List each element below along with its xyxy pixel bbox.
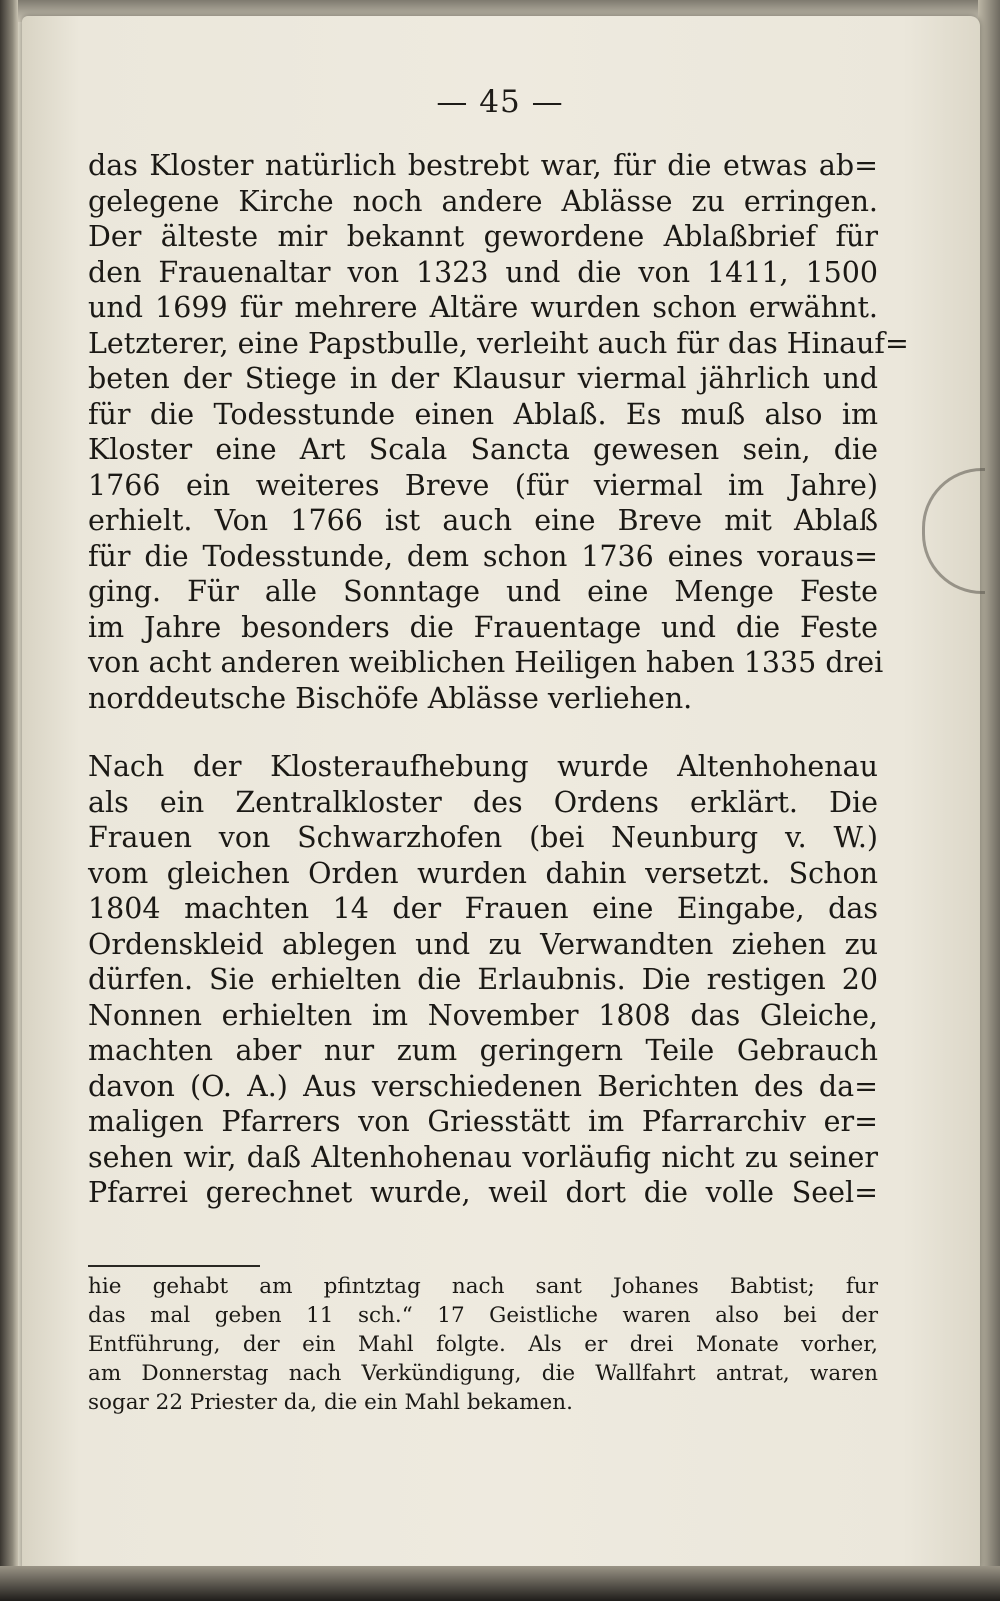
text-line: für die Todesstunde, dem schon 1736 eines voraus= bbox=[88, 539, 878, 573]
text-line: maligen Pfarrers von Griesstätt im Pfarrarchiv er= bbox=[88, 1105, 878, 1138]
text-line: Pfarrei gerechnet wurde, weil dort die volle Seel= bbox=[88, 1176, 878, 1209]
text-line: den Frauenaltar von 1323 und die von 1411, 1500 bbox=[88, 255, 878, 289]
text-line: machten aber nur zum geringern Teile Gebrauch bbox=[88, 1034, 878, 1067]
text-line: dürfen. Sie erhielten die Erlaubnis. Die restigen 20 bbox=[88, 963, 878, 996]
footnote-line: am Donnerstag nach Verkündigung, die Wallfahrt antrat, waren bbox=[88, 1361, 878, 1386]
text-line: ging. Für alle Sonntage und eine Menge Feste bbox=[88, 575, 878, 608]
text-line: als ein Zentralkloster des Ordens erklärt. Die bbox=[88, 785, 878, 819]
text-line: erhielt. Von 1766 ist auch eine Breve mit Ablaß bbox=[88, 504, 878, 537]
text-line: davon (O. A.) Aus verschiedenen Berichten des da= bbox=[88, 1069, 878, 1103]
text-line: das Kloster natürlich bestrebt war, für die etwas ab= bbox=[88, 149, 878, 182]
text-line: sehen wir, daß Altenhohenau vorläufig nicht zu seiner bbox=[88, 1140, 878, 1174]
page-number: — 45 — bbox=[436, 84, 564, 120]
paragraph-1 bbox=[88, 148, 909, 716]
text-line: beten der Stiege in der Klausur viermal jährlich und bbox=[88, 362, 878, 395]
text-line: norddeutsche Bischöfe Ablässe verliehen. bbox=[88, 681, 693, 715]
text-line: Frauen von Schwarzhofen (bei Neunburg v. W.) bbox=[88, 821, 878, 854]
text-line: vom gleichen Orden wurden dahin versetzt. Schon bbox=[88, 856, 878, 890]
footnote-divider bbox=[88, 1265, 260, 1267]
text-line: für die Todesstunde einen Ablaß. Es muß also im bbox=[88, 397, 878, 431]
footnote-line: das mal geben 11 sch.“ 17 Geistliche waren also bei der bbox=[88, 1303, 878, 1328]
paragraph-2 bbox=[88, 749, 878, 1211]
book-spine bbox=[0, 0, 18, 1601]
footnote-line: Entführung, der ein Mahl folgte. Als er drei Monate vorher, bbox=[88, 1332, 878, 1357]
scan-border-right bbox=[978, 0, 1000, 1601]
text-line: Letzterer, eine Papstbulle, verleiht auch für das Hinauf= bbox=[88, 326, 909, 360]
paragraph-gap bbox=[88, 716, 878, 749]
body-text bbox=[88, 148, 909, 1211]
footnote-line: hie gehabt am pfintztag nach sant Johanes Babtist; fur bbox=[88, 1274, 878, 1299]
text-line: 1766 ein weiteres Breve (für viermal im Jahre) bbox=[88, 468, 878, 502]
text-line: Der älteste mir bekannt gewordene Ablaßbrief für bbox=[88, 220, 878, 253]
text-line: Kloster eine Art Scala Sancta gewesen sein, die bbox=[88, 433, 878, 466]
text-line: und 1699 für mehrere Altäre wurden schon erwähnt. bbox=[88, 291, 878, 324]
text-line: Nonnen erhielten im November 1808 das Gleiche, bbox=[88, 998, 878, 1032]
footnote-line: sogar 22 Priester da, die ein Mahl bekamen. bbox=[88, 1390, 573, 1415]
text-line: Nach der Klosteraufhebung wurde Altenhohenau bbox=[88, 750, 878, 783]
text-line: Ordenskleid ablegen und zu Verwandten ziehen zu bbox=[88, 927, 878, 961]
text-line: im Jahre besonders die Frauentage und die Feste bbox=[88, 610, 878, 644]
scan-border-bottom bbox=[0, 1566, 1000, 1601]
text-line: 1804 machten 14 der Frauen eine Eingabe, das bbox=[88, 892, 878, 925]
text-line: gelegene Kirche noch andere Ablässe zu erringen. bbox=[88, 184, 878, 218]
text-line: von acht anderen weiblichen Heiligen haben 1335 drei bbox=[88, 646, 884, 679]
footnote bbox=[88, 1272, 878, 1417]
